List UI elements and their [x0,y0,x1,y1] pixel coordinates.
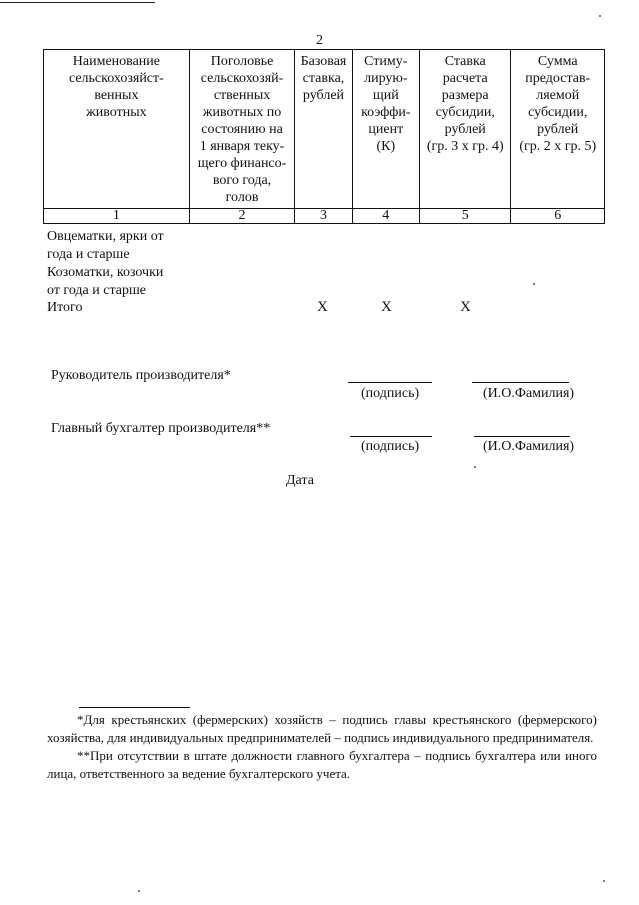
header-subsidy-sum: Сумма предостав- ляемой субсидии, рублей (гр. 2 х гр. 5) [511,50,605,209]
total-x-base-rate: Х [317,299,328,315]
row-label-sheep: Овцематки, ярки от года и старше [47,229,164,262]
accountant-name-line [474,436,570,437]
table-header-row [44,50,605,209]
column-number: 3 [295,209,352,224]
accountant-signature-label: Главный бухгалтер производителя** [51,421,271,436]
footnotes [47,711,597,783]
column-number: 2 [189,209,295,224]
head-name-caption: (И.О.Фамилия) [483,386,575,401]
accountant-signature-line [350,436,432,437]
column-number-row [44,209,605,224]
column-number: 1 [44,209,190,224]
footnote-2: **При отсутствии в штате должности главного бухгалтера – подпись бухгалтера или иного лица, ответственного за ведение бухгалтерского учета. [47,748,597,781]
header-animal-name: Наименование сельскохозяйст- венных животных [44,50,190,209]
column-number: 5 [419,209,510,224]
scan-speck [533,283,535,285]
head-signature-caption: (подпись) [361,386,420,401]
head-signature-label: Руководитель производителя* [51,368,231,383]
row-label-total: Итого [47,300,83,315]
footnote-1: *Для крестьянских (фермерских) хозяйств – подпись главы крестьянского (фермерского) хозяйства, для индивидуальных предпринимателей – подпись индивидуального предпринимателя. [47,712,597,745]
header-coefficient: Стиму- лирую- щий коэффи- циент (К) [352,50,419,209]
total-x-coefficient: Х [381,299,392,315]
total-x-calc-rate: Х [460,299,471,315]
header-calc-rate: Ставка расчета размера субсидии, рублей (гр. 3 х гр. 4) [419,50,510,209]
top-rule [0,2,155,3]
header-livestock-count: Поголовье сельскохозяй- ственных животных по состоянию на 1 января теку- щего финансо- вого года, голов [189,50,295,209]
scan-speck [474,466,476,468]
accountant-signature-caption: (подпись) [361,439,420,454]
head-signature-line [348,382,432,383]
scan-speck [603,880,605,882]
accountant-name-caption: (И.О.Фамилия) [483,439,575,454]
page-number: 2 [316,33,323,48]
column-number: 6 [511,209,605,224]
head-name-line [472,382,569,383]
date-label: Дата [286,473,314,488]
subsidy-table [43,49,605,224]
scan-speck [599,15,601,17]
column-number: 4 [352,209,419,224]
footnote-separator [79,707,190,708]
scan-speck [138,890,140,892]
row-label-goats: Козоматки, козочки от года и старше [47,265,164,298]
header-base-rate: Базовая ставка, рублей [295,50,352,209]
